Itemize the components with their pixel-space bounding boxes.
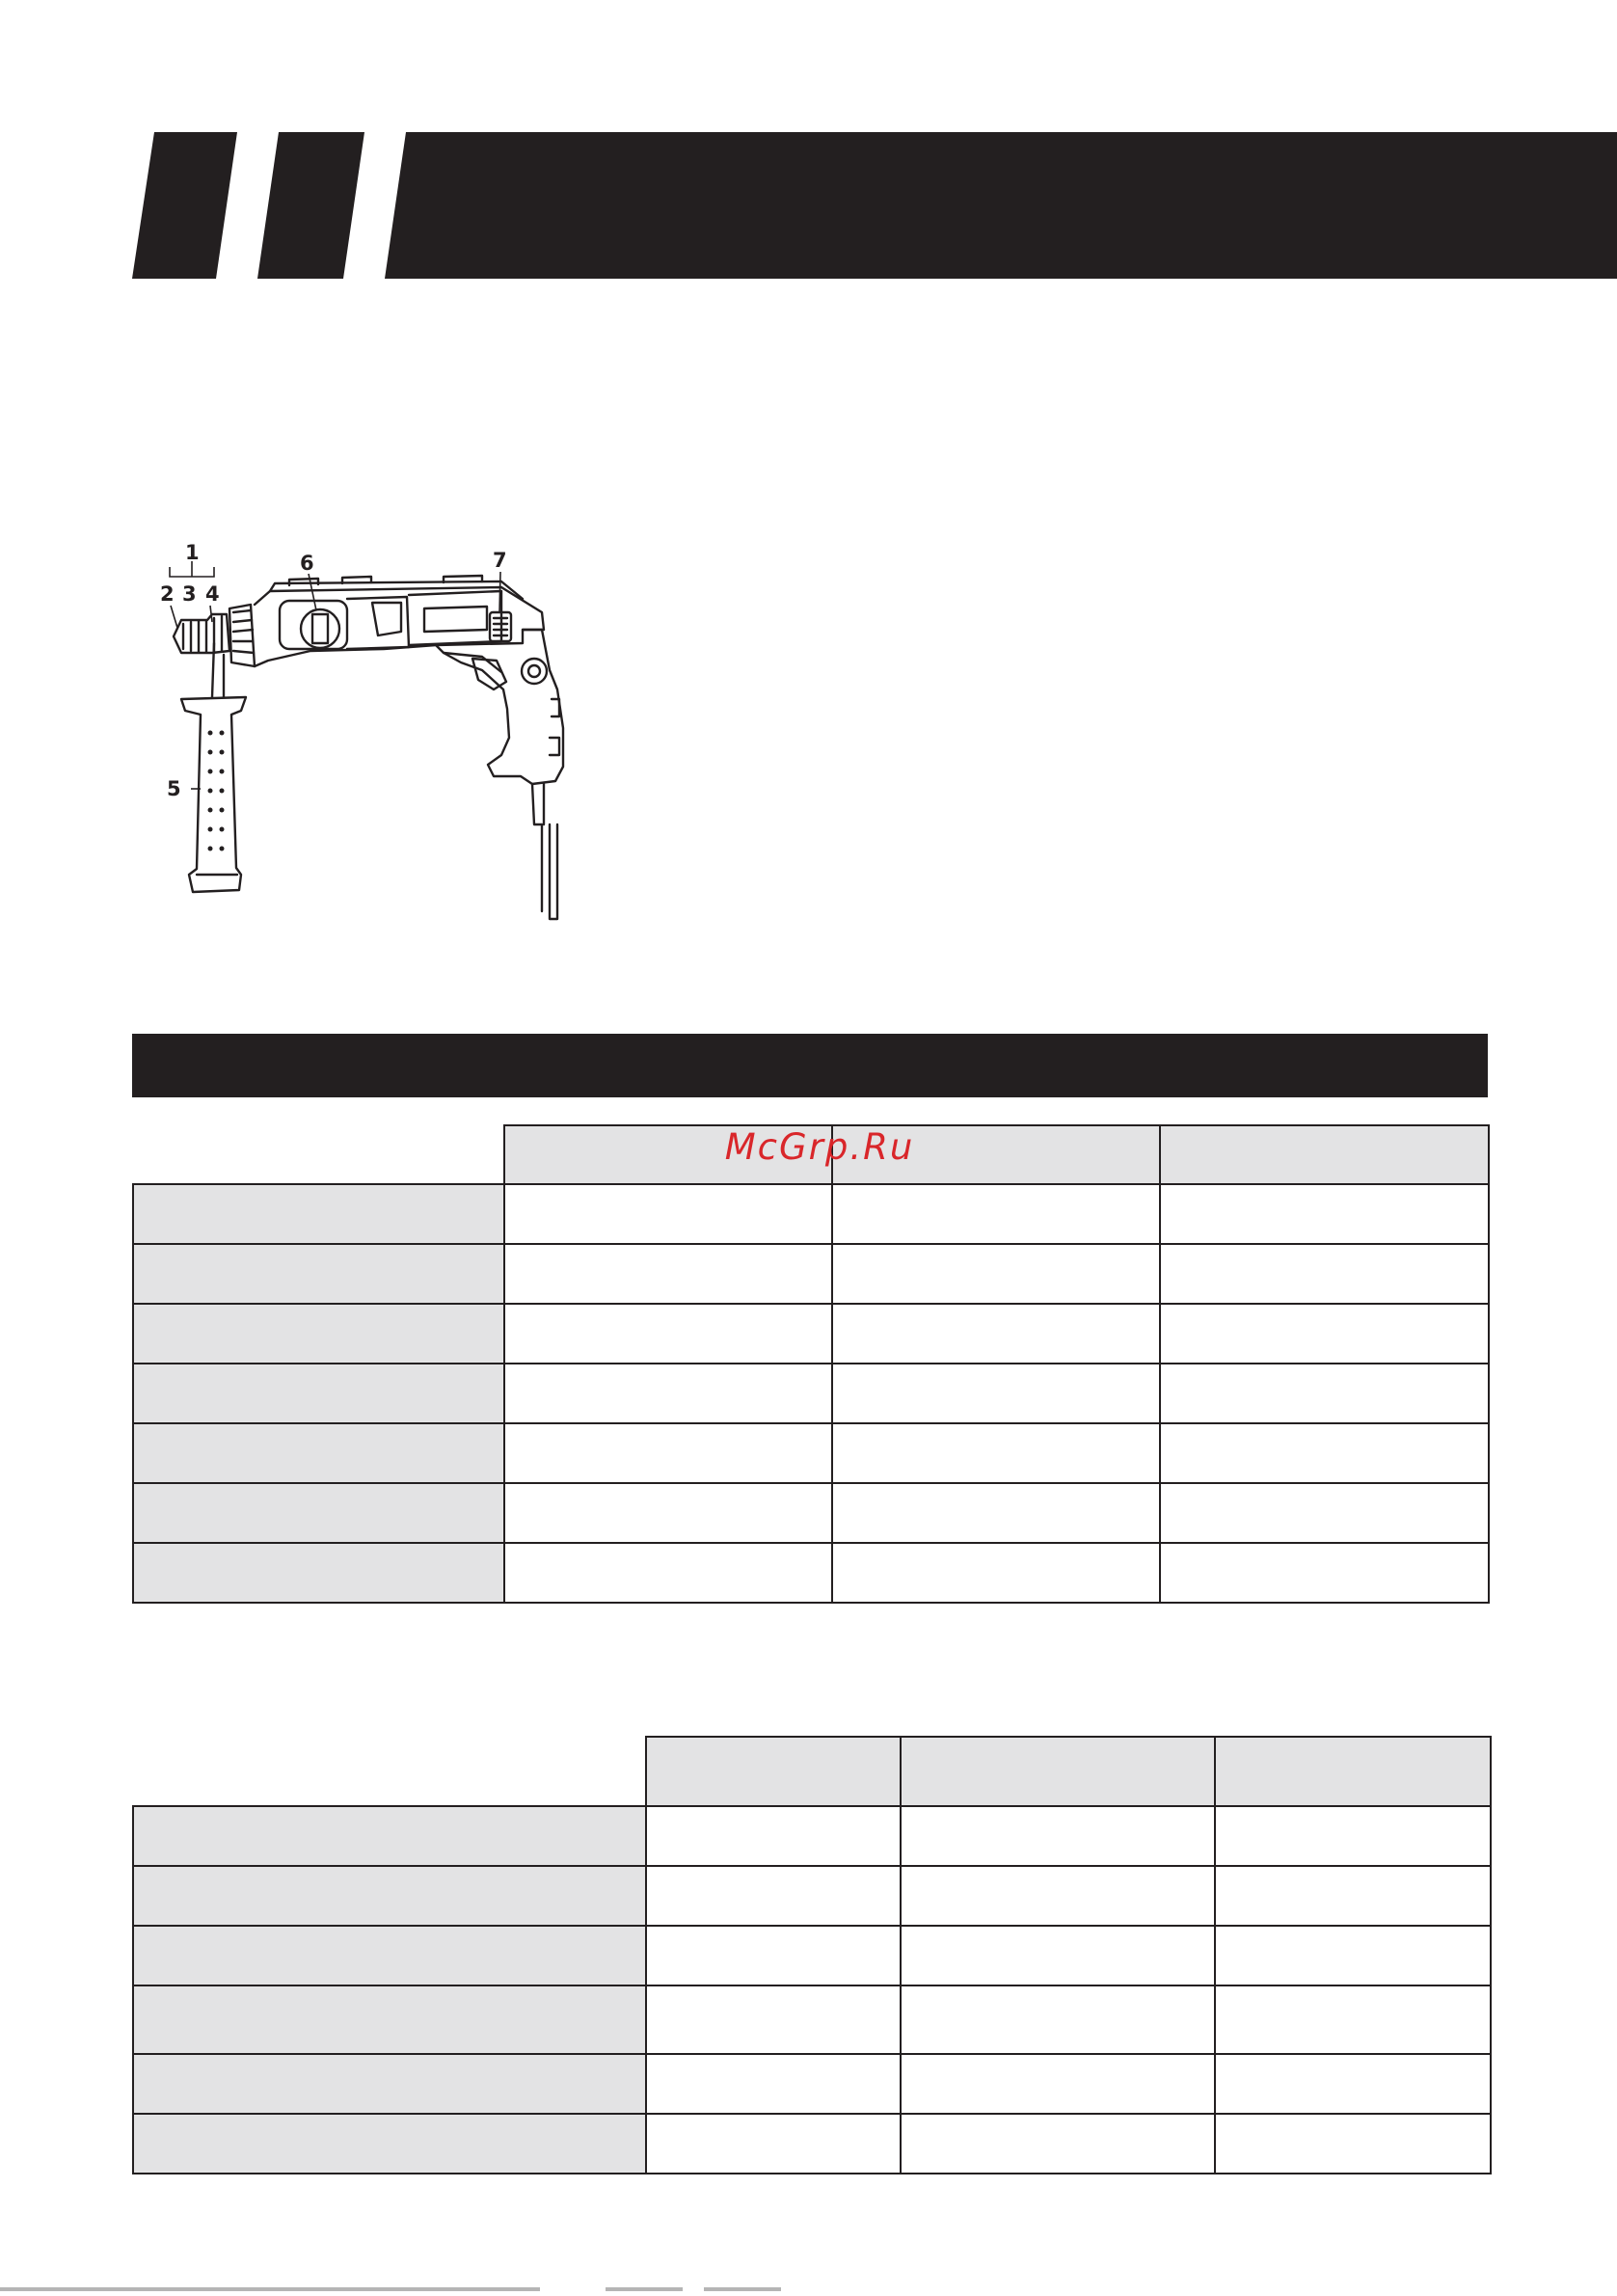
specifications-section-bar [132,1034,1488,1097]
table-row-label [133,1926,646,1985]
callout-1: 1 [185,541,200,564]
rotary-hammer-figure [154,535,617,921]
table-cell [1215,1985,1491,2054]
table-row-label [133,1543,504,1603]
table-cell [1160,1423,1489,1483]
table-row-label [133,1806,646,1866]
table-cell [901,1926,1215,1985]
table-row-label [133,1304,504,1364]
table-cell [646,2054,901,2114]
table-cell [1215,1866,1491,1926]
table-header-cell [646,1737,901,1806]
table-cell [901,1985,1215,2054]
lock-button [522,659,547,684]
table-cell [646,1806,901,1866]
table-cell [504,1304,832,1364]
table-cell [504,1244,832,1304]
table-cell [832,1364,1160,1423]
table-row [133,1244,1489,1304]
table-cell [901,2054,1215,2114]
table-cell [646,1985,901,2054]
callout-5: 5 [167,777,181,800]
callout-4: 4 [205,582,220,606]
table-cell [504,1543,832,1603]
table-row-label [133,2054,646,2114]
table-cell [832,1244,1160,1304]
table-header-cell [1215,1737,1491,1806]
table-row [133,1806,1491,1866]
callout-6: 6 [300,552,314,575]
table-row [133,1483,1489,1543]
header-stripe-2 [257,132,364,279]
specifications-table-2 [132,1736,1492,2174]
table-cell [1160,1483,1489,1543]
table-row-label [133,1985,646,2054]
table-row-label [133,1244,504,1304]
table-row [133,1184,1489,1244]
header-title-bar [385,132,1617,279]
table-row [133,1543,1489,1603]
power-cord [532,784,557,919]
table-cell [1215,1806,1491,1866]
table-row [133,1364,1489,1423]
table-cell [504,1483,832,1543]
callout-7: 7 [493,549,507,572]
table-corner [133,1737,646,1806]
table-header-cell [901,1737,1215,1806]
table-header-cell [1160,1125,1489,1184]
callout-2: 2 [160,582,175,606]
table-cell [832,1304,1160,1364]
table-cell [832,1184,1160,1244]
table-row [133,1304,1489,1364]
table-row-label [133,1423,504,1483]
table-cell [832,1483,1160,1543]
table-cell [646,1926,901,1985]
table-cell [1160,1364,1489,1423]
table-cell [1215,2054,1491,2114]
header-stripe-1 [132,132,237,279]
footer-mark [704,2287,781,2291]
table-row [133,1423,1489,1483]
collar-outline [229,605,255,666]
table-row [133,2054,1491,2114]
table-row-label [133,1866,646,1926]
table-cell [1215,1926,1491,1985]
table-cell [646,2114,901,2174]
table-row [133,1926,1491,1985]
table-cell [1160,1184,1489,1244]
table-cell [832,1543,1160,1603]
table-row-label [133,2114,646,2174]
table-corner [133,1125,504,1184]
table-cell [901,1806,1215,1866]
table-row [133,1985,1491,2054]
table-cell [1215,2114,1491,2174]
table-cell [901,1866,1215,1926]
table-cell [1160,1244,1489,1304]
table-cell [646,1866,901,1926]
auxiliary-handle-outline [181,697,246,892]
table-cell [832,1423,1160,1483]
table-row-label [133,1184,504,1244]
table-cell [1160,1304,1489,1364]
table-row [133,1866,1491,1926]
table-cell [504,1364,832,1423]
footer-mark [0,2287,540,2291]
table-cell [901,2114,1215,2174]
watermark: McGrp.Ru [724,1126,915,1168]
table-cell [504,1184,832,1244]
footer-mark [606,2287,683,2291]
table-cell [504,1423,832,1483]
table-header-row [133,1737,1491,1806]
header-band [0,0,1617,289]
table-row [133,2114,1491,2174]
table-row-label [133,1483,504,1543]
table-cell [1160,1543,1489,1603]
callout-3: 3 [182,582,197,606]
specifications-table-1 [132,1124,1490,1604]
table-row-label [133,1364,504,1423]
